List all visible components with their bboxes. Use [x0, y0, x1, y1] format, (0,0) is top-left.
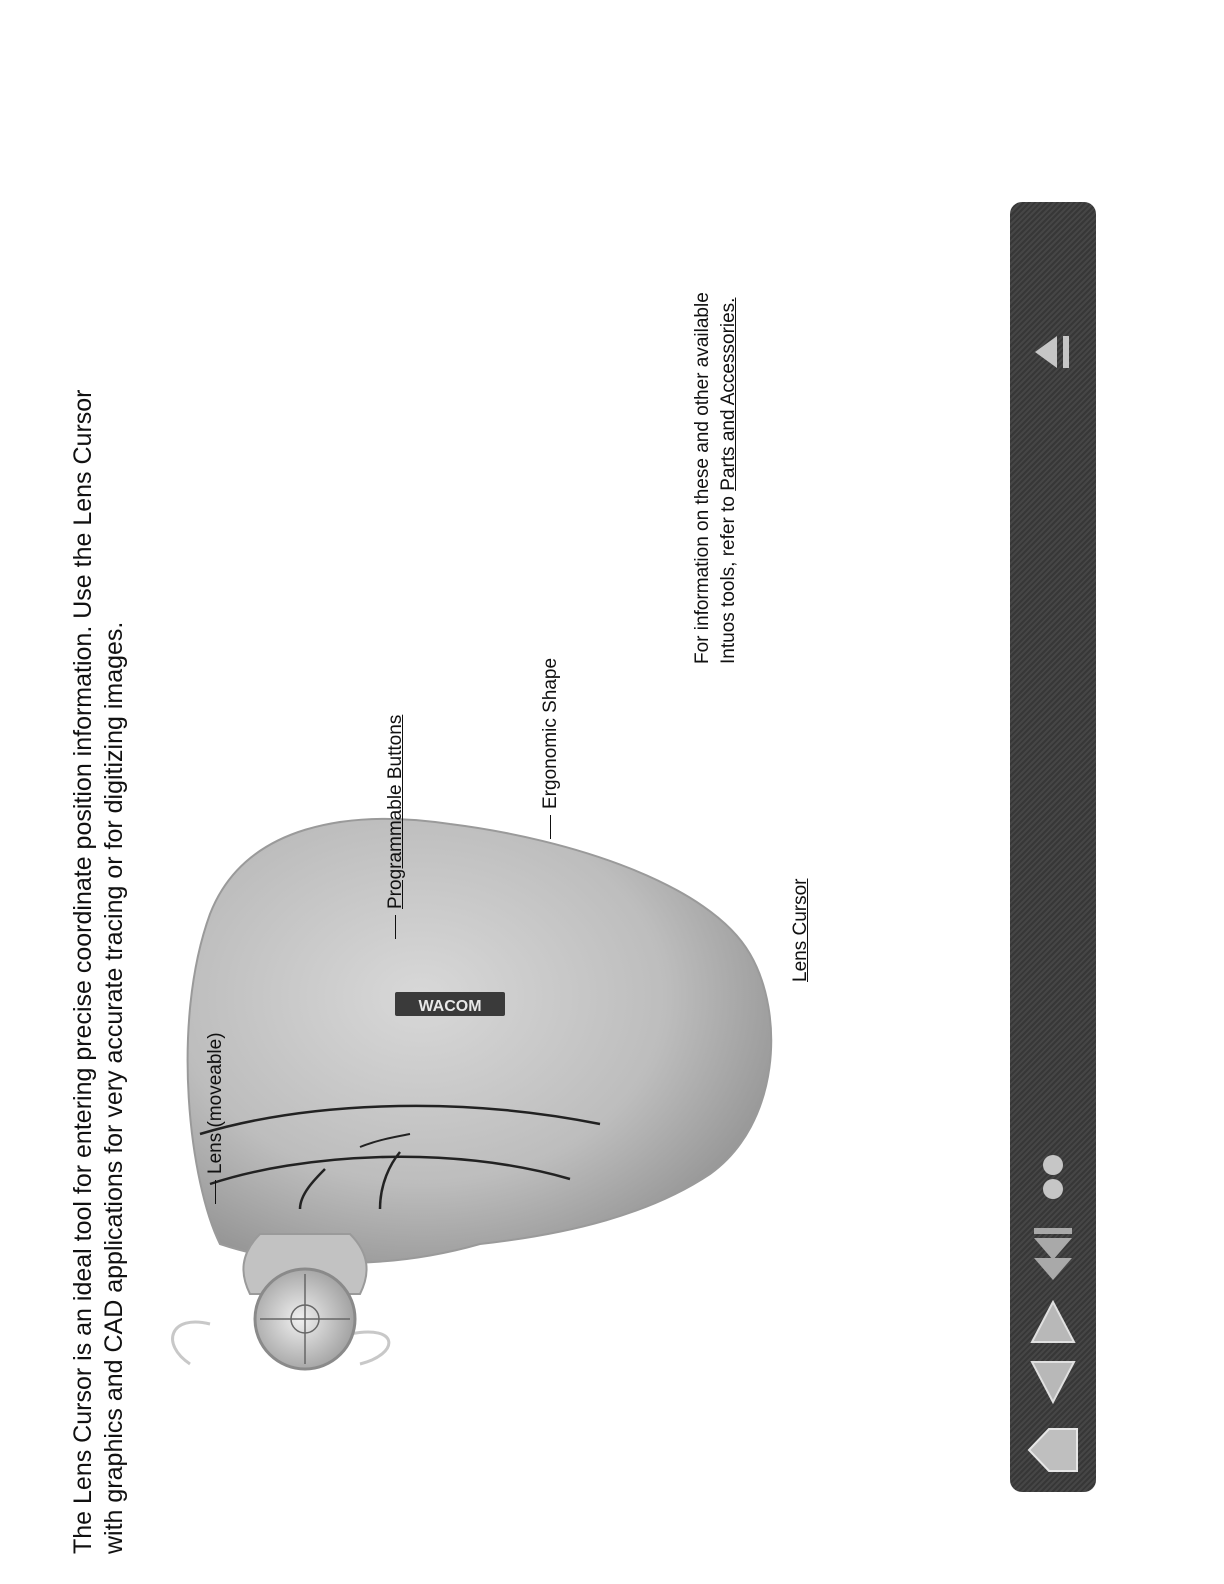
- home-button[interactable]: [1010, 1418, 1096, 1482]
- back-icon: [1028, 1220, 1078, 1284]
- info-text: [690, 194, 742, 664]
- cord-right: [350, 1332, 389, 1364]
- previous-page-button[interactable]: [1010, 1352, 1096, 1412]
- leader-line: [215, 1180, 216, 1204]
- leader-line: [550, 815, 551, 839]
- callout-ergonomic-shape: [540, 658, 562, 839]
- navigation-bar: [1010, 202, 1096, 1492]
- callout-lens-text: Lens (moveable): [205, 1032, 226, 1174]
- parts-accessories-link[interactable]: Parts and Accessories.: [718, 297, 739, 491]
- previous-page-icon: [1028, 1358, 1078, 1406]
- callout-lens: [205, 1032, 227, 1204]
- callout-shape-text: Ergonomic Shape: [540, 657, 561, 809]
- back-button[interactable]: [1010, 1217, 1096, 1287]
- info-line-2-prefix: Intuos tools, refer to: [718, 490, 739, 664]
- leader-line: [395, 915, 396, 939]
- lens-cursor-caption[interactable]: [790, 879, 812, 983]
- search-icon: [1033, 1151, 1073, 1203]
- next-page-icon: [1028, 1298, 1078, 1346]
- search-button[interactable]: [1010, 1147, 1096, 1207]
- home-icon: [1025, 1425, 1081, 1475]
- eject-icon: [1031, 332, 1075, 372]
- info-line-1: For information on these and other available: [692, 292, 713, 664]
- intro-line-1: The Lens Cursor is an ideal tool for entering precise coordinate position information. Use the Lens Cursor: [69, 389, 97, 1554]
- intro-line-2: with graphics and CAD applications for very accurate tracing or for digitizing images.: [100, 621, 128, 1554]
- intro-text: [68, 154, 130, 1554]
- lens-cursor-link[interactable]: Lens Cursor: [790, 878, 811, 982]
- callout-programmable-buttons[interactable]: [385, 715, 407, 939]
- next-page-button[interactable]: [1010, 1292, 1096, 1352]
- programmable-buttons-link[interactable]: Programmable Buttons: [385, 714, 406, 909]
- eject-button[interactable]: [1010, 322, 1096, 382]
- brand-logo: WACOM: [418, 998, 482, 1015]
- cord-left: [173, 1322, 210, 1364]
- cursor-body: [188, 819, 772, 1263]
- lens-cursor-illustration: [150, 764, 800, 1384]
